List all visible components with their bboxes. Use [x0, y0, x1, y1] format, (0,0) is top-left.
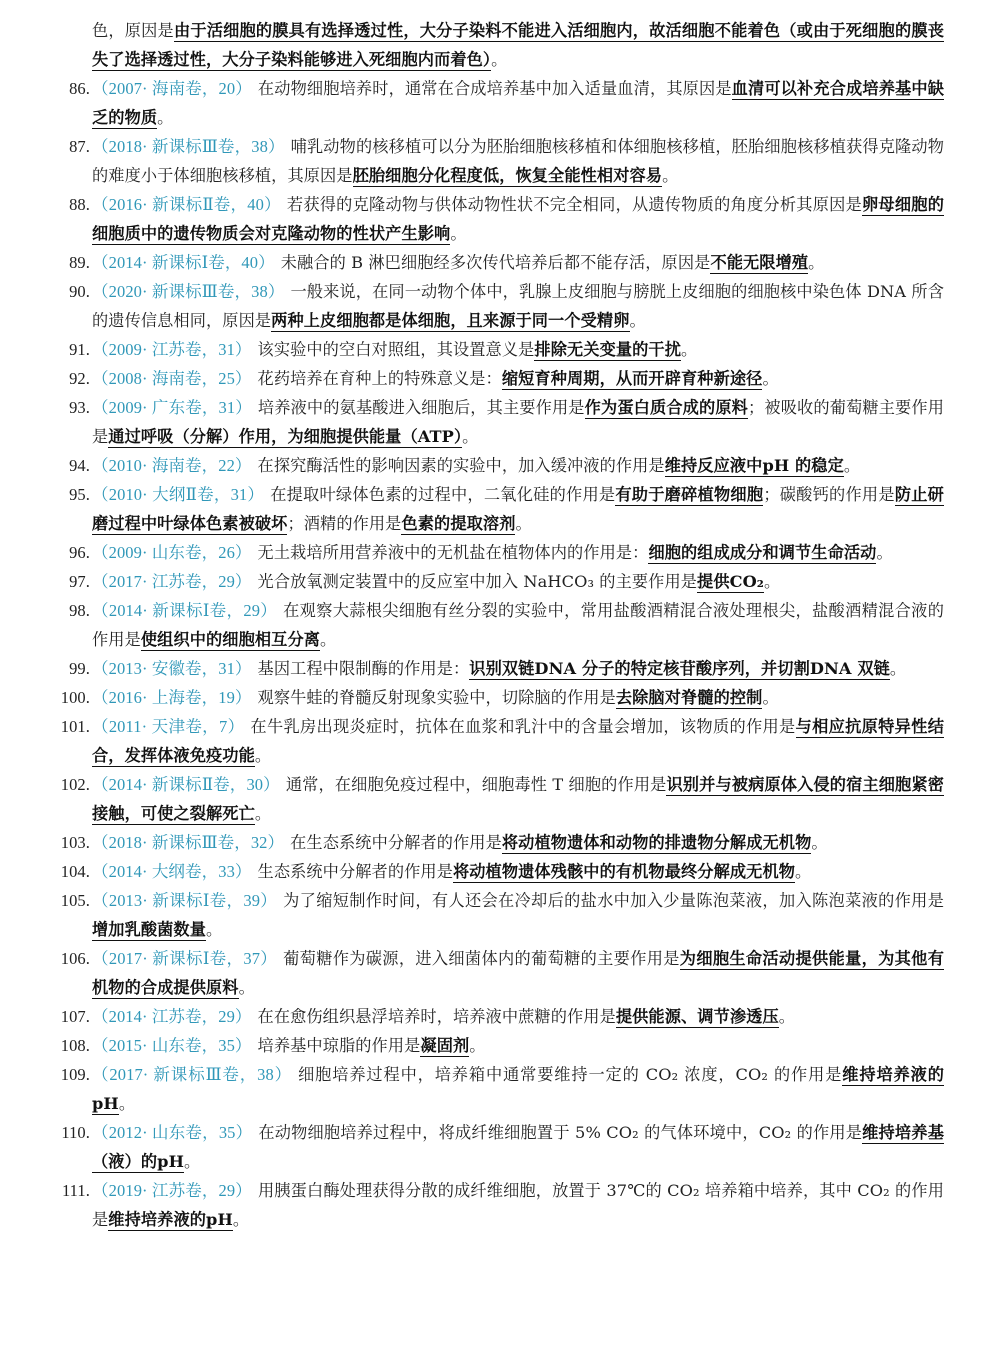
answer-text: 将动植物遗体残骸中的有机物最终分解成无机物 — [452, 862, 796, 881]
exam-source: （2017· 新课标Ⅰ卷，37） — [92, 949, 278, 968]
question-text: 在在愈伤组织悬浮培养时，培养液中蔗糖的作用是 — [257, 1007, 616, 1026]
end-punctuation: 。 — [889, 659, 907, 678]
item-number: 98. — [69, 601, 90, 620]
item-number: 108. — [60, 1036, 90, 1055]
end-punctuation: 。 — [778, 1007, 796, 1026]
item-number: 89. — [69, 253, 90, 272]
question-text: 在动物细胞培养时，通常在合成培养基中加入适量血清，其原因是 — [257, 79, 732, 98]
exam-source: （2009· 广东卷，31） — [92, 398, 252, 417]
answer-text: 增加乳酸菌数量 — [92, 920, 207, 939]
exam-source: （2010· 海南卷，22） — [92, 456, 252, 475]
answer-text: 提供能源、调节渗透压 — [615, 1007, 779, 1026]
exam-source: （2017· 新课标Ⅲ卷，38） — [92, 1065, 293, 1084]
end-punctuation: 。 — [469, 1036, 486, 1055]
exam-source: （2018· 新课标Ⅲ卷，32） — [92, 833, 285, 852]
answer-text: 识别并与被病原体入侵的宿主细胞紧密接触，可使之裂解死亡 — [92, 775, 944, 823]
answer-text: 去除脑对脊髓的控制 — [615, 688, 763, 707]
exam-source: （2014· 大纲卷，33） — [92, 862, 252, 881]
question-item — [60, 886, 944, 944]
question-item — [60, 1060, 944, 1118]
question-item — [60, 1031, 944, 1060]
answer-text: 维持反应液中pH 的稳定 — [664, 456, 844, 475]
exam-source: （2014· 新课标Ⅰ卷，29） — [92, 601, 278, 620]
item-number: 103. — [60, 833, 90, 852]
question-text: 哺乳动物的核移植可以分为胚胎细胞核移植和体细胞核移植，胚胎细胞核移植获得克隆动物的难度小于体细胞核移植，其原因是 — [92, 137, 944, 185]
question-item — [60, 770, 944, 828]
question-text: 通常，在细胞免疫过程中，细胞毒性 T 细胞的作用是 — [285, 775, 667, 794]
exam-source: （2008· 海南卷，25） — [92, 369, 252, 388]
question-text: 培养液中的氨基酸进入细胞后，其主要作用是 — [257, 398, 585, 417]
question-text: 一般来说，在同一动物个体中，乳腺上皮细胞与膀胱上皮细胞的细胞核中染色体 DNA 所含的遗传信息相同，原因是 — [92, 282, 944, 330]
answer-text: 色素的提取溶剂 — [401, 514, 516, 533]
question-item — [60, 857, 944, 886]
question-item — [69, 393, 945, 451]
end-punctuation: 。 — [515, 514, 532, 533]
answer-text: 维持培养液的pH — [108, 1210, 233, 1229]
item-number: 91. — [69, 340, 90, 359]
item-number: 95. — [69, 485, 90, 504]
answer-text: 卵母细胞的细胞质中的遗传物质会对克隆动物的性状产生影响 — [92, 195, 945, 243]
question-text: 该实验中的空白对照组，其设置意义是 — [257, 340, 535, 359]
question-text: 基因工程中限制酶的作用是： — [257, 659, 470, 678]
question-item — [61, 1118, 944, 1176]
question-text: 用胰蛋白酶处理获得分散的成纤维细胞，放置于 37℃的 CO₂ 培养箱中培养，其中 CO₂ 的作用是 — [92, 1181, 944, 1229]
end-punctuation: 。 — [254, 746, 272, 765]
question-item — [60, 828, 944, 857]
end-punctuation: 。 — [763, 572, 781, 591]
exam-source: （2019· 江苏卷，29） — [92, 1181, 252, 1200]
item-number: 109. — [60, 1065, 90, 1084]
end-punctuation: 。 — [843, 456, 861, 475]
exam-source: （2007· 海南卷，20） — [92, 79, 252, 98]
question-text: 在观察大蒜根尖细胞有丝分裂的实验中，常用盐酸酒精混合液处理根尖，盐酸酒精混合液的作用是 — [92, 601, 944, 649]
question-item — [69, 190, 945, 248]
question-text: 在牛乳房出现炎症时，抗体在血浆和乳汁中的含量会增加，该物质的作用是 — [250, 717, 796, 736]
item-number: 88. — [69, 195, 90, 214]
end-punctuation: 。 — [232, 1210, 250, 1229]
answer-text: 防止研磨过程中叶绿体色素被破坏 — [92, 485, 944, 533]
exam-source: （2017· 江苏卷，29） — [92, 572, 252, 591]
end-punctuation: 。 — [118, 1094, 136, 1113]
end-punctuation: 。 — [762, 688, 779, 707]
answer-text: 作为蛋白质合成的原料 — [584, 398, 749, 417]
exam-source: （2009· 山东卷，26） — [92, 543, 252, 562]
exam-source: （2014· 新课标Ⅱ卷，30） — [92, 775, 280, 794]
item-number: 104. — [60, 862, 90, 881]
exam-source: （2014· 江苏卷，29） — [92, 1007, 252, 1026]
question-item — [69, 596, 944, 654]
end-punctuation: 。 — [254, 804, 272, 823]
question-text: 光合放氧测定装置中的反应室中加入 NaHCO₃ 的主要作用是 — [257, 572, 698, 591]
question-text: 生态系统中分解者的作用是 — [257, 862, 453, 881]
question-item — [69, 567, 944, 596]
question-item — [60, 1002, 944, 1031]
item-number: 92. — [69, 369, 90, 388]
answer-text: 与相应抗原特异性结合，发挥体液免疫功能 — [92, 717, 944, 765]
item-number: 110. — [61, 1123, 90, 1142]
end-punctuation: 。 — [157, 108, 174, 127]
question-text: 观察牛蛙的脊髓反射现象实验中，切除脑的作用是 — [257, 688, 616, 707]
item-number: 100. — [60, 688, 90, 707]
exam-source: （2020· 新课标Ⅲ卷，38） — [92, 282, 285, 301]
question-text: 未融合的 B 淋巴细胞经多次传代培养后都不能存活，原因是 — [280, 253, 711, 272]
end-punctuation: 。 — [206, 920, 223, 939]
question-text: 培养基中琼脂的作用是 — [257, 1036, 421, 1055]
item-number: 101. — [60, 717, 90, 736]
answer-text: 缩短育种周期，从而开辟育种新途径 — [501, 369, 763, 388]
end-punctuation: 。 — [681, 340, 698, 359]
item-number: 86. — [69, 79, 90, 98]
question-text: 在生态系统中分解者的作用是 — [290, 833, 502, 852]
answer-text: 由于活细胞的膜具有选择透过性，大分子染料不能进入活细胞内，故活细胞不能着色（或由于死细胞的膜丧失了选择透过性，大分子染料能够进入死细胞内而着色） — [92, 21, 944, 69]
answer-text: 凝固剂 — [420, 1036, 470, 1055]
answer-text: 使组织中的细胞相互分离 — [140, 630, 321, 649]
exam-source: （2010· 大纲Ⅱ卷，31） — [92, 485, 265, 504]
question-item — [69, 248, 944, 277]
end-punctuation: 。 — [662, 166, 679, 185]
question-text: 花药培养在育种上的特殊意义是： — [257, 369, 502, 388]
question-item — [69, 132, 944, 190]
question-item — [69, 538, 944, 567]
answer-text: 两种上皮细胞都是体细胞，且来源于同一个受精卵 — [271, 311, 630, 330]
question-text: 色，原因是 — [92, 21, 174, 40]
end-punctuation: 。 — [450, 224, 467, 243]
item-number: 87. — [69, 137, 90, 156]
question-text: 在动物细胞培养过程中，将成纤维细胞置于 5% CO₂ 的气体环境中，CO₂ 的作用是 — [258, 1123, 863, 1142]
question-item — [69, 364, 944, 393]
exam-source: （2009· 江苏卷，31） — [92, 340, 252, 359]
exam-source: （2012· 山东卷，35） — [92, 1123, 253, 1142]
question-text: ；被吸收的葡萄糖主要作用是 — [92, 398, 945, 446]
end-punctuation: 。 — [876, 543, 893, 562]
question-item — [69, 335, 944, 364]
answer-text: 通过呼吸（分解）作用，为细胞提供能量（ATP） — [108, 427, 463, 446]
question-item — [69, 74, 944, 132]
question-item — [92, 16, 944, 74]
question-item — [61, 1176, 944, 1234]
item-number: 99. — [69, 659, 90, 678]
end-punctuation: 。 — [320, 630, 337, 649]
answer-text: 不能无限增殖 — [710, 253, 809, 272]
end-punctuation: 。 — [811, 833, 828, 852]
question-item — [69, 451, 944, 480]
exam-source: （2013· 新课标Ⅰ卷，39） — [92, 891, 278, 910]
item-number: 93. — [69, 398, 90, 417]
exam-source: （2016· 新课标Ⅱ卷，40） — [92, 195, 281, 214]
item-number: 107. — [60, 1007, 90, 1026]
answer-text: 为细胞生命活动提供能量，为其他有机物的合成提供原料 — [92, 949, 944, 997]
question-text: 为了缩短制作时间，有人还会在冷却后的盐水中加入少量陈泡菜液，加入陈泡菜液的作用是 — [283, 891, 944, 910]
end-punctuation: 。 — [238, 978, 255, 997]
end-punctuation: 。 — [629, 311, 646, 330]
end-punctuation: 。 — [183, 1152, 201, 1171]
question-item — [60, 712, 944, 770]
exam-source: （2011· 天津卷，7） — [92, 717, 245, 736]
question-item — [60, 944, 944, 1002]
exam-source: （2016· 上海卷，19） — [92, 688, 252, 707]
answer-text: 有助于磨碎植物细胞 — [615, 485, 764, 504]
exam-source: （2018· 新课标Ⅲ卷，38） — [92, 137, 285, 156]
question-text: 细胞培养过程中，培养箱中通常要维持一定的 CO₂ 浓度，CO₂ 的作用是 — [298, 1065, 843, 1084]
item-number: 111. — [61, 1181, 90, 1200]
answer-text: 将动植物遗体和动物的排遗物分解成无机物 — [501, 833, 812, 852]
question-text: 无土栽培所用营养液中的无机盐在植物体内的作用是： — [257, 543, 649, 562]
answer-text: 提供CO₂ — [697, 572, 764, 591]
answer-text: 细胞的组成成分和调节生命活动 — [648, 543, 877, 562]
question-text: 若获得的克隆动物与供体动物性状不完全相同，从遗传物质的角度分析其原因是 — [286, 195, 862, 214]
answer-text: 胚胎细胞分化程度低，恢复全能性相对容易 — [352, 166, 663, 185]
item-number: 94. — [69, 456, 90, 475]
answer-text: 识别双链DNA 分子的特定核苷酸序列，并切割DNA 双链 — [469, 659, 890, 678]
end-punctuation: 。 — [491, 50, 508, 69]
item-number: 106. — [60, 949, 90, 968]
exam-source: （2015· 山东卷，35） — [92, 1036, 252, 1055]
answer-text: 血清可以补充合成培养基中缺乏的物质 — [92, 79, 944, 127]
question-text: 葡萄糖作为碳源，进入细菌体内的葡萄糖的主要作用是 — [283, 949, 680, 968]
answer-text: 维持培养液的pH — [92, 1065, 944, 1113]
end-punctuation: 。 — [808, 253, 825, 272]
answer-text: 排除无关变量的干扰 — [534, 340, 682, 359]
end-punctuation: 。 — [795, 862, 812, 881]
question-text: 在提取叶绿体色素的过程中，二氧化硅的作用是 — [270, 485, 616, 504]
end-punctuation: 。 — [462, 427, 479, 446]
question-item — [69, 480, 944, 538]
answer-text: 维持培养基（液）的pH — [92, 1123, 944, 1171]
item-number: 96. — [69, 543, 90, 562]
question-item — [69, 654, 944, 683]
item-number: 90. — [69, 282, 90, 301]
exam-source: （2014· 新课标Ⅰ卷，40） — [92, 253, 275, 272]
question-text: ；碳酸钙的作用是 — [763, 485, 895, 504]
question-text: 在探究酶活性的影响因素的实验中，加入缓冲液的作用是 — [257, 456, 665, 475]
end-punctuation: 。 — [762, 369, 779, 388]
item-number: 102. — [60, 775, 90, 794]
item-number: 97. — [69, 572, 90, 591]
question-item — [69, 277, 944, 335]
item-number: 105. — [60, 891, 90, 910]
exam-source: （2013· 安徽卷，31） — [92, 659, 252, 678]
question-item — [60, 683, 944, 712]
question-text: ；酒精的作用是 — [287, 514, 402, 533]
